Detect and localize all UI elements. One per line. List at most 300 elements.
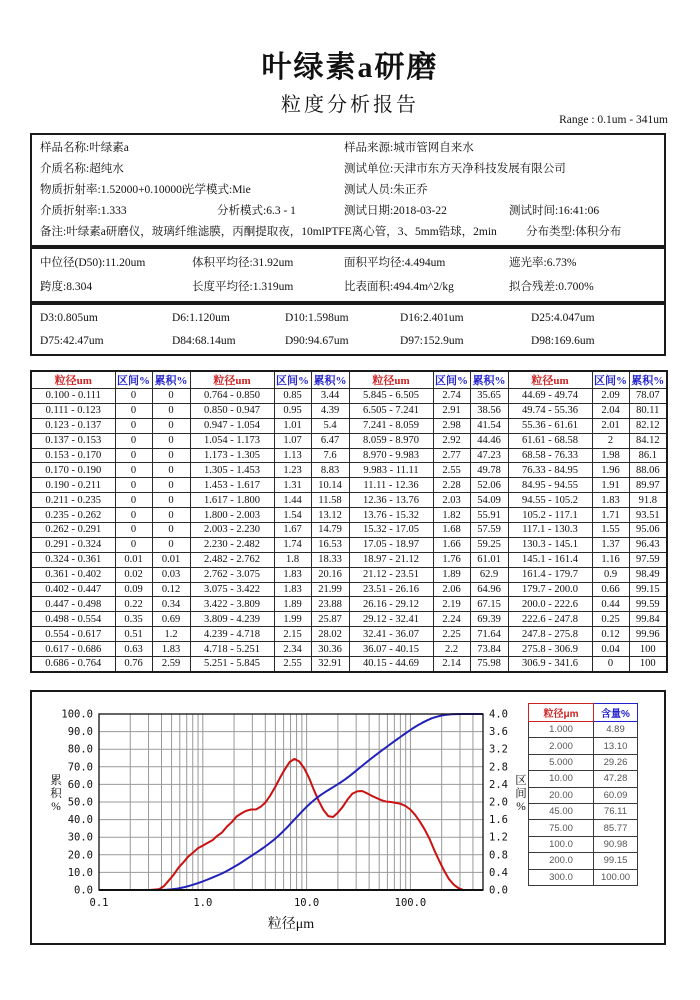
size-range-cell: 1.617 - 1.800 [190,493,274,508]
interval-cell: 0.09 [115,582,152,597]
content-amount-cell: 13.10 [594,738,638,754]
cumulative-cell: 0.12 [152,582,190,597]
cumulative-cell: 93.51 [629,508,667,523]
cumulative-cell: 20.16 [311,567,349,582]
d75: D75:42.47um [40,334,104,347]
size-range-cell: 9.983 - 11.11 [349,463,433,478]
y-right-tick-label: 3.6 [489,726,508,739]
col-header-cumulative: 累积% [311,371,349,389]
size-range-cell: 0.617 - 0.686 [31,642,115,657]
interval-cell: 0.04 [592,642,629,657]
d16: D16:2.401um [400,312,464,325]
interval-cell: 2.55 [433,463,470,478]
size-table-row [31,657,667,672]
cumulative-cell: 16.53 [311,537,349,552]
stats-row [40,254,664,272]
d3: D3:0.805um [40,312,98,325]
size-range-cell: 117.1 - 130.3 [508,523,592,538]
y-left-tick-label: 0.0 [74,884,93,897]
cumulative-cell: 11.58 [311,493,349,508]
d10: D10:1.598um [285,312,349,325]
content-size-cell: 10.00 [529,771,594,787]
y-right-tick-label: 0.8 [489,849,508,862]
interval-cell: 1.74 [274,537,311,552]
tester: 测试人员:朱正乔 [344,183,428,196]
cumulative-cell: 100 [629,642,667,657]
y-right-tick-label: 2.0 [489,796,508,809]
cumulative-cell: 0 [152,523,190,538]
page-title: 叶绿素a研磨 [261,51,439,84]
interval-cell: 1.82 [433,508,470,523]
size-range-cell: 2.762 - 3.075 [190,567,274,582]
size-range-cell: 0.764 - 0.850 [190,389,274,404]
cumulative-cell: 80.11 [629,403,667,418]
y-left-tick-label: 60.0 [67,778,93,791]
x-tick-label: 10.0 [293,897,320,909]
interval-cell: 0 [115,508,152,523]
cumulative-cell: 82.12 [629,418,667,433]
col-header-size: 粒径um [31,371,115,389]
span-value: 跨度:8.304 [40,281,93,293]
y-left-tick-label: 20.0 [67,849,93,862]
content-table [528,703,638,886]
size-range-cell: 145.1 - 161.4 [508,552,592,567]
content-size-cell: 100.0 [529,836,594,852]
size-range-cell: 0.850 - 0.947 [190,403,274,418]
interval-cell: 0.44 [592,597,629,612]
size-range-cell: 55.36 - 61.61 [508,418,592,433]
size-range-cell: 4.718 - 5.251 [190,642,274,657]
content-amount-cell: 29.26 [594,754,638,770]
size-range-cell: 21.12 - 23.51 [349,567,433,582]
size-table-row [31,403,667,418]
info-row [40,181,664,199]
area-mean-diameter: 面积平均径:4.494um [344,257,446,269]
y-right-tick-label: 2.4 [489,778,508,791]
size-range-cell: 0.170 - 0.190 [31,463,115,478]
cumulative-cell: 7.6 [311,448,349,463]
interval-cell: 0 [115,493,152,508]
interval-cell: 1.89 [433,567,470,582]
content-table-row [529,836,638,852]
content-size-cell: 200.0 [529,853,594,869]
interval-cell: 1.83 [274,567,311,582]
cumulative-cell: 38.56 [470,403,508,418]
cumulative-cell: 55.91 [470,508,508,523]
y-left-axis-title: 积 [50,788,62,800]
content-table-row [529,771,638,787]
interval-cell: 2.03 [433,493,470,508]
cumulative-cell: 100 [629,657,667,672]
cumulative-cell: 41.54 [470,418,508,433]
sample-source: 样品来源:城市管网自来水 [344,141,474,154]
size-range-cell: 0.123 - 0.137 [31,418,115,433]
x-tick-label: 0.1 [89,897,109,909]
size-range-cell: 12.36 - 13.76 [349,493,433,508]
interval-cell: 1.01 [274,418,311,433]
interval-cell: 2.74 [433,389,470,404]
interval-cell: 1.07 [274,433,311,448]
medium-refractive-index: 介质折射率:1.333 [40,205,127,218]
y-left-tick-label: 70.0 [67,761,93,774]
cumulative-cell: 25.87 [311,612,349,627]
cumulative-cell: 0 [152,403,190,418]
y-left-tick-label: 50.0 [67,796,93,809]
cumulative-cell: 28.02 [311,627,349,642]
d98: D98:169.6um [531,334,595,347]
cumulative-cell: 62.9 [470,567,508,582]
interval-cell: 2.04 [592,403,629,418]
size-table-row [31,448,667,463]
fit-residual: 拟合残差:0.700% [509,281,594,293]
content-size-cell: 300.0 [529,869,594,885]
size-range-cell: 0.324 - 0.361 [31,552,115,567]
size-range-cell: 23.51 - 26.16 [349,582,433,597]
col-header-cumulative: 累积% [152,371,190,389]
size-range-cell: 94.55 - 105.2 [508,493,592,508]
cumulative-cell: 96.43 [629,537,667,552]
material-refractive-index: 物质折射率:1.52000+0.10000i [40,183,186,196]
col-header-size: 粒径um [190,371,274,389]
percentiles-box [30,303,666,356]
x-tick-label: 1.0 [193,897,213,909]
interval-cell: 1.99 [274,612,311,627]
size-range-cell: 7.241 - 8.059 [349,418,433,433]
size-table-row [31,612,667,627]
size-range-cell: 1.054 - 1.173 [190,433,274,448]
y-right-tick-label: 2.8 [489,761,508,774]
cumulative-cell: 99.84 [629,612,667,627]
cumulative-cell: 78.07 [629,389,667,404]
size-range-cell: 306.9 - 341.6 [508,657,592,672]
cumulative-cell: 21.99 [311,582,349,597]
cumulative-cell: 0 [152,448,190,463]
size-distribution-table [30,370,668,673]
size-range-cell: 68.58 - 76.33 [508,448,592,463]
interval-cell: 1.71 [592,508,629,523]
interval-cell: 0.01 [115,552,152,567]
size-table-row [31,523,667,538]
y-right-tick-label: 4.0 [489,708,508,721]
interval-cell: 0 [115,463,152,478]
interval-cell: 0.51 [115,627,152,642]
size-table-row [31,597,667,612]
cumulative-cell: 0 [152,389,190,404]
d97: D97:152.9um [400,334,464,347]
interval-cell: 1.23 [274,463,311,478]
interval-cell: 1.76 [433,552,470,567]
info-row [40,223,664,241]
interval-cell: 2 [592,433,629,448]
analysis-mode: 分析模式:6.3 - 1 [217,205,296,218]
percentile-row [40,309,664,327]
size-range-cell: 5.251 - 5.845 [190,657,274,672]
cumulative-cell: 99.15 [629,582,667,597]
cumulative-cell: 69.39 [470,612,508,627]
cumulative-cell: 59.25 [470,537,508,552]
cumulative-cell: 10.14 [311,478,349,493]
y-left-tick-label: 30.0 [67,831,93,844]
size-table-row [31,627,667,642]
length-mean-diameter: 长度平均径:1.319um [192,281,294,293]
info-row [40,160,664,178]
content-table-header-row [529,704,638,722]
cumulative-cell: 32.91 [311,657,349,672]
interval-cell: 0.85 [274,389,311,404]
size-range-cell: 61.61 - 68.58 [508,433,592,448]
y-left-tick-label: 80.0 [67,743,93,756]
cumulative-cell: 97.59 [629,552,667,567]
size-table-row [31,642,667,657]
size-range-cell: 18.97 - 21.12 [349,552,433,567]
content-amount-cell: 90.98 [594,836,638,852]
interval-cell: 1.55 [592,523,629,538]
page-subtitle: 粒度分析报告 [281,94,419,116]
interval-cell: 1.83 [274,582,311,597]
interval-cell: 0.22 [115,597,152,612]
interval-cell: 2.15 [274,627,311,642]
interval-cell: 0.35 [115,612,152,627]
size-range-cell: 2.482 - 2.762 [190,552,274,567]
specific-surface-area: 比表面积:494.4m^2/kg [344,281,454,293]
y-left-tick-label: 100.0 [61,708,93,721]
interval-cell: 2.92 [433,433,470,448]
interval-cell: 1.83 [592,493,629,508]
y-right-axis-title: 间 [515,788,527,800]
cumulative-cell: 0 [152,463,190,478]
chart-panel [30,690,666,945]
interval-cell: 0 [115,537,152,552]
size-range-cell: 6.505 - 7.241 [349,403,433,418]
size-range-cell: 0.235 - 0.262 [31,508,115,523]
size-range-cell: 26.16 - 29.12 [349,597,433,612]
y-right-axis-title: 区 [515,775,527,787]
cumulative-cell: 91.8 [629,493,667,508]
interval-cell: 2.28 [433,478,470,493]
cumulative-cell: 2.59 [152,657,190,672]
d25: D25:4.047um [531,312,595,325]
info-row [40,139,664,157]
content-size-cell: 1.000 [529,722,594,738]
size-range-cell: 8.059 - 8.970 [349,433,433,448]
size-range-cell: 0.137 - 0.153 [31,433,115,448]
interval-cell: 2.19 [433,597,470,612]
size-table-row [31,508,667,523]
size-range-cell: 49.74 - 55.36 [508,403,592,418]
y-right-tick-label: 0.4 [489,866,508,879]
cumulative-cell: 73.84 [470,642,508,657]
interval-cell: 0 [115,389,152,404]
d90: D90:94.67um [285,334,349,347]
size-range-cell: 76.33 - 84.95 [508,463,592,478]
col-header-interval: 区间% [115,371,152,389]
cumulative-cell: 47.23 [470,448,508,463]
y-right-tick-label: 1.2 [489,831,508,844]
size-range-cell: 36.07 - 40.15 [349,642,433,657]
cumulative-cell: 0.01 [152,552,190,567]
median-d50: 中位径(D50):11.20um [40,257,146,269]
y-left-axis-title: % [51,801,61,813]
obscuration: 遮光率:6.73% [509,257,577,269]
size-range-cell: 3.422 - 3.809 [190,597,274,612]
interval-cell: 2.25 [433,627,470,642]
d6: D6:1.120um [172,312,230,325]
size-range-cell: 275.8 - 306.9 [508,642,592,657]
content-amount-cell: 99.15 [594,853,638,869]
x-tick-label: 100.0 [394,897,427,909]
interval-cell: 0 [115,418,152,433]
interval-cell: 1.89 [274,597,311,612]
range-label: Range : 0.1um - 341um [559,114,668,126]
size-table-row [31,418,667,433]
size-range-cell: 0.291 - 0.324 [31,537,115,552]
percentile-row [40,332,664,350]
remark: 备注:叶绿素a研磨仪，玻璃纤维滤膜，丙酮提取夜，10mlPTFE离心管，3、5mm锆球，2min [40,226,497,239]
cumulative-cell: 75.98 [470,657,508,672]
size-range-cell: 0.361 - 0.402 [31,567,115,582]
distribution-chart [32,692,552,947]
cumulative-cell: 71.64 [470,627,508,642]
size-range-cell: 5.845 - 6.505 [349,389,433,404]
size-range-cell: 17.05 - 18.97 [349,537,433,552]
interval-cell: 0 [115,448,152,463]
interval-cell: 1.68 [433,523,470,538]
size-range-cell: 130.3 - 145.1 [508,537,592,552]
cumulative-cell: 3.44 [311,389,349,404]
cumulative-cell: 0 [152,537,190,552]
test-time: 测试时间:16:41:06 [509,205,600,218]
interval-cell: 1.44 [274,493,311,508]
test-date: 测试日期:2018-03-22 [344,205,447,218]
interval-cell: 0.9 [592,567,629,582]
interval-cell: 2.01 [592,418,629,433]
content-amount-cell: 4.89 [594,722,638,738]
y-right-tick-label: 1.6 [489,814,508,827]
cumulative-cell: 8.83 [311,463,349,478]
content-size-cell: 45.00 [529,803,594,819]
interval-cell: 1.13 [274,448,311,463]
size-table-row [31,537,667,552]
interval-cell: 1.67 [274,523,311,538]
col-header-interval: 区间% [592,371,629,389]
size-table-header-row [31,371,667,389]
size-range-cell: 0.947 - 1.054 [190,418,274,433]
content-table-row [529,738,638,754]
cumulative-cell: 0 [152,478,190,493]
interval-cell: 1.98 [592,448,629,463]
y-left-tick-label: 40.0 [67,814,93,827]
cumulative-cell: 86.1 [629,448,667,463]
size-table-row [31,552,667,567]
size-table-row [31,478,667,493]
size-table-row [31,389,667,404]
size-table-row [31,493,667,508]
interval-cell: 0 [115,478,152,493]
cumulative-cell: 54.09 [470,493,508,508]
content-table-row [529,869,638,885]
content-amount-cell: 85.77 [594,820,638,836]
col-header-cumulative: 累积% [629,371,667,389]
size-range-cell: 179.7 - 200.0 [508,582,592,597]
cumulative-cell: 0.69 [152,612,190,627]
y-left-tick-label: 90.0 [67,726,93,739]
col-header-interval: 区间% [274,371,311,389]
cumulative-cell: 1.2 [152,627,190,642]
cumulative-cell: 49.78 [470,463,508,478]
content-amount-cell: 47.28 [594,771,638,787]
size-range-cell: 44.69 - 49.74 [508,389,592,404]
y-left-axis-title: 累 [50,775,62,787]
stats-row [40,278,664,296]
d84: D84:68.14um [172,334,236,347]
size-range-cell: 84.95 - 94.55 [508,478,592,493]
interval-cell: 1.54 [274,508,311,523]
content-table-row [529,803,638,819]
size-table-row [31,433,667,448]
interval-cell: 0.25 [592,612,629,627]
interval-cell: 2.2 [433,642,470,657]
content-size-cell: 5.000 [529,754,594,770]
interval-cell: 2.55 [274,657,311,672]
size-range-cell: 0.111 - 0.123 [31,403,115,418]
interval-cell: 2.24 [433,612,470,627]
size-range-cell: 0.554 - 0.617 [31,627,115,642]
cumulative-cell: 67.15 [470,597,508,612]
size-range-cell: 247.8 - 275.8 [508,627,592,642]
col-header-size: 粒径um [508,371,592,389]
medium-name: 介质名称:超纯水 [40,162,124,175]
size-range-cell: 0.447 - 0.498 [31,597,115,612]
distribution-type: 分布类型:体积分布 [526,226,622,239]
col-header-size: 粒径um [349,371,433,389]
interval-cell: 0 [592,657,629,672]
size-range-cell: 0.211 - 0.235 [31,493,115,508]
size-range-cell: 0.190 - 0.211 [31,478,115,493]
cumulative-cell: 99.59 [629,597,667,612]
size-range-cell: 4.239 - 4.718 [190,627,274,642]
cumulative-cell: 44.46 [470,433,508,448]
y-right-tick-label: 3.2 [489,743,508,756]
sample-info-box [30,133,666,247]
cumulative-cell: 0 [152,493,190,508]
col-header-interval: 区间% [433,371,470,389]
cumulative-cell: 0 [152,508,190,523]
content-header-size: 粒径μm [529,704,594,722]
size-range-cell: 3.809 - 4.239 [190,612,274,627]
size-range-cell: 222.6 - 247.8 [508,612,592,627]
interval-cell: 2.77 [433,448,470,463]
size-range-cell: 13.76 - 15.32 [349,508,433,523]
size-range-cell: 40.15 - 44.69 [349,657,433,672]
size-range-cell: 0.686 - 0.764 [31,657,115,672]
content-table-row [529,820,638,836]
size-range-cell: 2.003 - 2.230 [190,523,274,538]
cumulative-cell: 0.34 [152,597,190,612]
size-range-cell: 0.153 - 0.170 [31,448,115,463]
size-range-cell: 0.402 - 0.447 [31,582,115,597]
cumulative-cell: 57.59 [470,523,508,538]
cumulative-cell: 0 [152,433,190,448]
content-size-cell: 2.000 [529,738,594,754]
cumulative-cell: 95.06 [629,523,667,538]
size-range-cell: 15.32 - 17.05 [349,523,433,538]
size-range-cell: 2.230 - 2.482 [190,537,274,552]
size-table-row [31,582,667,597]
size-range-cell: 0.262 - 0.291 [31,523,115,538]
cumulative-cell: 4.39 [311,403,349,418]
content-table-row [529,754,638,770]
cumulative-cell: 61.01 [470,552,508,567]
